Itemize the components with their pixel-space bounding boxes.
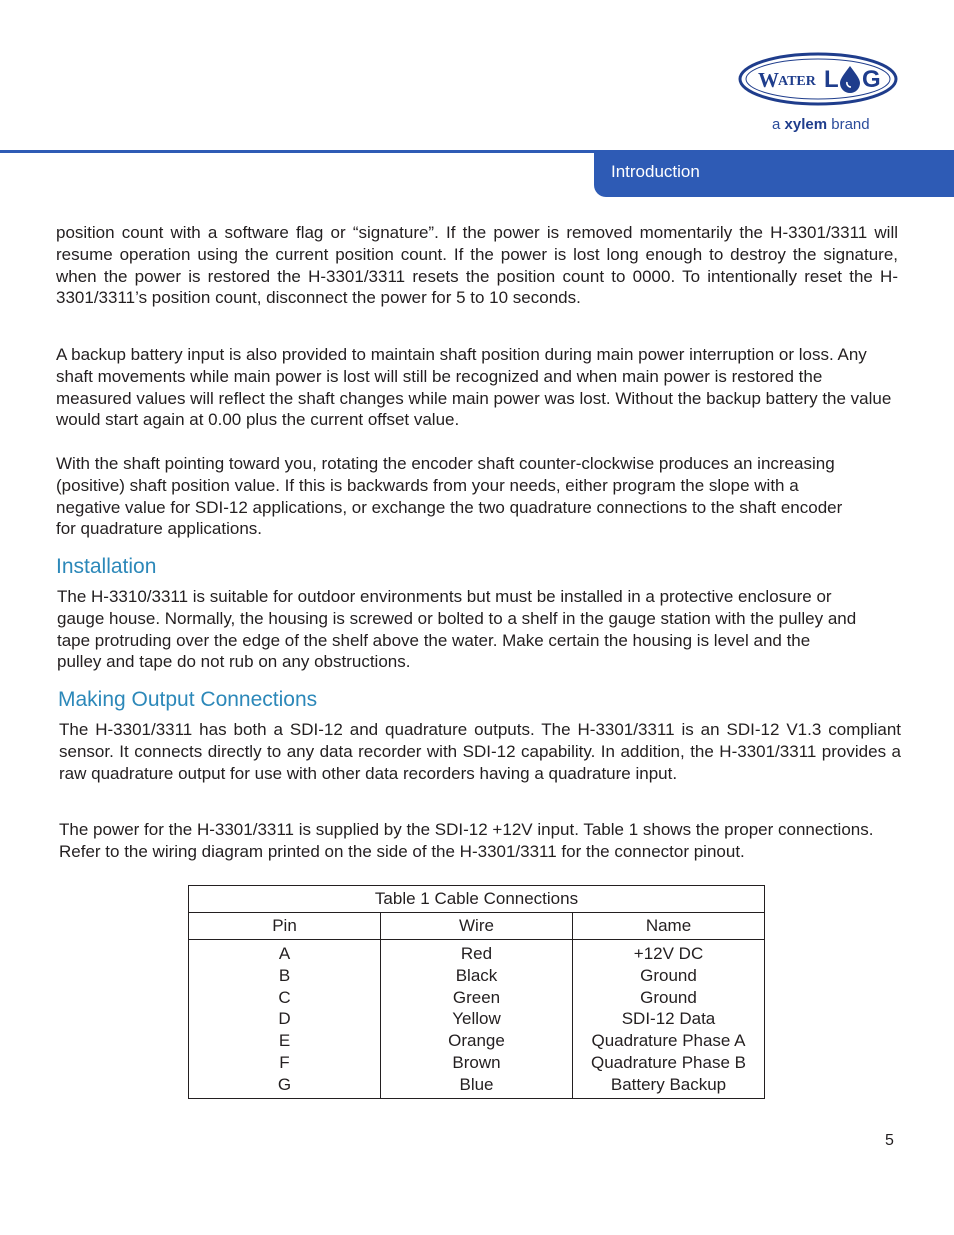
brand-line [772,116,870,133]
paragraph-backup-battery: A backup battery input is also provided to maintain shaft position during main power interruption or loss. Any shaft movements while main power is lost will still be recognized and when main power is restored the measured values will reflect the shaft changes while main power was lost. Without the backup battery the value would start again at 0.00 plus the current offset value. [56,345,892,430]
table-cell-wire: Red [460,944,493,963]
paragraph-signature: position count with a software flag or “signature”. If the power is removed momentarily the H-3301/3311 will resume operation using the current position count. If the power is lost long enough to destroy the signature, when the power is restored the H-3301/3311 resets the position count to 0000. To intentionally reset the H-3301/3311’s position count, disconnect the power for 5 to 10 seconds. [56,223,898,308]
output-paragraph-1: The H-3301/3311 has both a SDI-12 and quadrature outputs. The H-3301/3311 is an SDI-12 V1.3 compliant sensor. It connects directly to any data recorder with SDI-12 capability. In addition, the H-3301/3311 provides a raw quadrature output for use with other data recorders having a quadrature input. [59,720,901,783]
table-caption: Table 1 Cable Connections [189,886,765,913]
table-cell-name: Quadrature Phase A [591,1031,746,1051]
table-cell-wire: Black [455,965,498,985]
installation-heading: Installation [56,555,157,578]
wire-column [381,940,573,1099]
brand-name: xylem [784,116,828,133]
column-header-name: Name [573,913,765,940]
cable-connections-table [188,885,765,1099]
table-cell-pin: C [278,987,291,1007]
output-connections-heading: Making Output Connections [58,688,318,711]
column-header-pin: Pin [189,913,381,940]
table-cell-pin: G [277,1074,292,1094]
column-header-wire: Wire [381,913,573,940]
output-paragraph-2: The power for the H-3301/3311 is supplied by the SDI-12 +12V input. Table 1 shows the proper connections. Refer to the wiring diagram printed on the side of the H-3301/3311 for the connector pinout. [59,820,874,861]
table-cell-pin: A [278,944,291,963]
svg-text:ATER: ATER [778,74,816,89]
section-tab: Introduction [594,150,954,197]
name-column [573,940,765,1099]
table-cell-wire: Yellow [452,1009,501,1029]
waterlog-logo [738,52,898,106]
page-number: 5 [885,1132,894,1149]
installation-paragraph: The H-3310/3311 is suitable for outdoor environments but must be installed in a protective enclosure or gauge house. Normally, the housing is screwed or bolted to a shelf in the gauge station with the pulley and tape protruding over the edge of the shelf above the water. Make certain the housing is level and the pulley and tape do not rub on any obstructions. [57,587,857,672]
svg-text:L: L [824,66,839,93]
table-cell-pin: B [278,965,291,985]
brand-prefix: a [772,116,781,133]
paragraph-shaft-direction: With the shaft pointing toward you, rotating the encoder shaft counter-clockwise produces an increasing (positive) shaft position value. If this is backwards from your needs, either program the slope with a negative value for SDI-12 applications, or exchange the two quadrature connections to the shaft encoder for quadrature applications. [56,454,843,539]
table-cell-name: Ground [640,965,697,985]
table-cell-wire: Green [452,987,501,1007]
table-cell-name: Battery Backup [610,1074,727,1094]
table-cell-wire: Orange [448,1031,505,1051]
svg-text:W: W [758,68,779,92]
table-cell-pin: E [278,1031,291,1051]
table-cell-name: +12V DC [633,944,704,963]
svg-text:G: G [862,66,881,93]
brand-suffix: brand [831,116,870,133]
table-cell-pin: F [279,1052,290,1072]
table-cell-name: SDI-12 Data [621,1009,716,1029]
table-cell-name: Ground [640,987,697,1007]
table-cell-wire: Brown [452,1052,501,1072]
pin-column [189,940,381,1099]
table-cell-wire: Blue [459,1074,494,1094]
table-cell-pin: D [278,1009,291,1029]
table-cell-name: Quadrature Phase B [591,1052,746,1072]
